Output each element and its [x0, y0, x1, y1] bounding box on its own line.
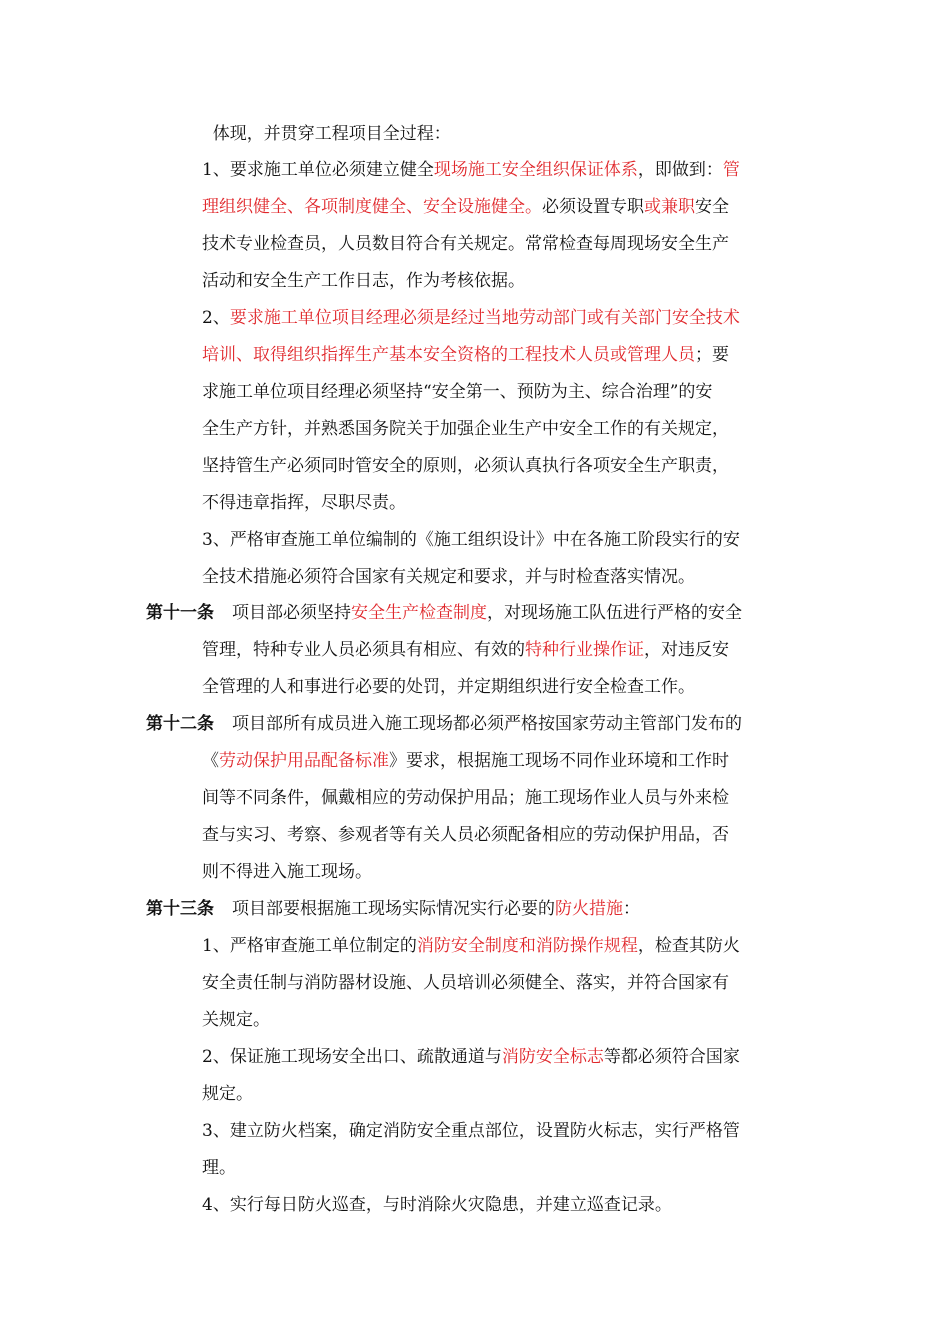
text-line — [202, 269, 525, 293]
text-line — [202, 749, 729, 773]
text-line — [202, 528, 740, 552]
text-line — [202, 823, 729, 847]
text-line — [202, 1082, 253, 1106]
text-line — [202, 491, 406, 515]
text-segment: 必须设置专职 — [542, 197, 644, 217]
text-line — [202, 158, 740, 182]
highlighted-text: 理组织健全、各项制度健全、安全设施健全。 — [202, 197, 542, 217]
text-segment: ，对违反安 — [644, 640, 729, 660]
article-label: 第十三条 — [146, 899, 214, 919]
text-line — [202, 1045, 740, 1069]
text-segment: 坚持管生产必须同时管安全的原则，必须认真执行各项安全生产职责， — [202, 456, 729, 476]
text-segment: 等都必须符合国家 — [603, 1047, 740, 1067]
highlighted-text: 消防安全标志 — [501, 1047, 604, 1067]
text-segment: 1、要求施工单位必须建立健全 — [202, 160, 434, 180]
text-line — [202, 971, 729, 995]
highlighted-text: 现场施工安全组织保证体系 — [433, 160, 638, 180]
text-segment: 全管理的人和事进行必要的处罚，并定期组织进行安全检查工作。 — [202, 677, 695, 697]
highlighted-text: 特种行业操作证 — [525, 640, 644, 660]
text-segment: 项目部必须坚持 — [232, 603, 351, 623]
text-line — [202, 786, 729, 810]
text-segment: 查与实习、考察、参观者等有关人员必须配备相应的劳动保护用品，否 — [202, 825, 729, 845]
text-line — [202, 380, 712, 404]
text-line — [202, 306, 740, 330]
text-segment: 2、 — [202, 308, 230, 328]
text-segment: ，即做到： — [637, 160, 723, 180]
text-line — [202, 122, 451, 146]
text-line — [202, 1008, 270, 1032]
highlighted-text: 劳动保护用品配备标准 — [219, 751, 389, 771]
text-line — [202, 1119, 740, 1143]
text-segment: ，检查其防火 — [637, 936, 740, 956]
article-label: 第十一条 — [146, 603, 214, 623]
text-segment: 4、实行每日防火巡查，与时消除火灾隐患，并建立巡查记录。 — [202, 1195, 672, 1215]
text-line — [232, 712, 742, 736]
text-line — [202, 417, 729, 441]
text-line — [202, 860, 372, 884]
text-segment: 理。 — [202, 1158, 236, 1178]
text-segment: 间等不同条件，佩戴相应的劳动保护用品；施工现场作业人员与外来检 — [202, 788, 729, 808]
text-segment: 1、严格审查施工单位制定的 — [202, 936, 417, 956]
text-segment: ，对现场施工队伍进行严格的安全 — [487, 603, 742, 623]
text-line — [232, 601, 742, 625]
text-line — [202, 934, 740, 958]
text-line — [202, 454, 729, 478]
text-segment: 不得违章指挥，尽职尽责。 — [202, 493, 406, 513]
text-segment: 项目部所有成员进入施工现场都必须严格按国家劳动主管部门发布的 — [232, 714, 742, 734]
text-segment: 3、严格审查施工单位编制的《施工组织设计》中在各施工阶段实行的安 — [202, 530, 740, 550]
text-segment: 《 — [202, 751, 219, 771]
highlighted-text: 管 — [722, 160, 740, 180]
text-line — [202, 1156, 236, 1180]
text-segment: 项目部要根据施工现场实际情况实行必要的 — [232, 899, 555, 919]
text-line — [202, 232, 729, 256]
highlighted-text: 培训、取得组织指挥生产基本安全资格的工程技术人员或管理人员 — [202, 345, 695, 365]
text-line — [202, 343, 729, 367]
text-segment: 安全 — [695, 197, 729, 217]
highlighted-text: 安全生产检查制度 — [351, 603, 487, 623]
text-segment: 活动和安全生产工作日志，作为考核依据。 — [202, 271, 525, 291]
text-line — [202, 675, 695, 699]
text-segment: ；要 — [695, 345, 729, 365]
text-segment: 管理，特种专业人员必须具有相应、有效的 — [202, 640, 525, 660]
highlighted-text: 消防安全制度和消防操作规程 — [416, 936, 638, 956]
text-segment: 全技术措施必须符合国家有关规定和要求，并与时检查落实情况。 — [202, 567, 695, 587]
highlighted-text: 防火措施 — [555, 899, 623, 919]
article-label: 第十二条 — [146, 714, 214, 734]
text-segment: 全生产方针，并熟悉国务院关于加强企业生产中安全工作的有关规定， — [202, 419, 729, 439]
text-segment: 体现，并贯穿工程项目全过程： — [202, 124, 451, 144]
text-segment: 安全责任制与消防器材设施、人员培训必须健全、落实，并符合国家有 — [202, 973, 729, 993]
text-segment: 技术专业检查员，人员数目符合有关规定。常常检查每周现场安全生产 — [202, 234, 729, 254]
text-line — [232, 897, 640, 921]
text-segment: ： — [623, 899, 640, 919]
text-segment: 则不得进入施工现场。 — [202, 862, 372, 882]
text-line — [202, 638, 729, 662]
text-segment: 求施工单位项目经理必须坚持“安全第一、预防为主、综合治理”的安 — [202, 382, 713, 402]
highlighted-text: 要求施工单位项目经理必须是经过当地劳动部门或有关部门安全技术 — [229, 308, 740, 328]
text-segment: 2、保证施工现场安全出口、疏散通道与 — [202, 1047, 502, 1067]
highlighted-text: 或兼职 — [644, 197, 695, 217]
text-segment: 规定。 — [202, 1084, 253, 1104]
text-segment: 关规定。 — [202, 1010, 270, 1030]
text-segment: 3、建立防火档案，确定消防安全重点部位，设置防火标志，实行严格管 — [202, 1121, 740, 1141]
text-segment: 》要求，根据施工现场不同作业环境和工作时 — [389, 751, 729, 771]
text-line — [202, 195, 729, 219]
text-line — [202, 1193, 672, 1217]
text-line — [202, 565, 695, 589]
